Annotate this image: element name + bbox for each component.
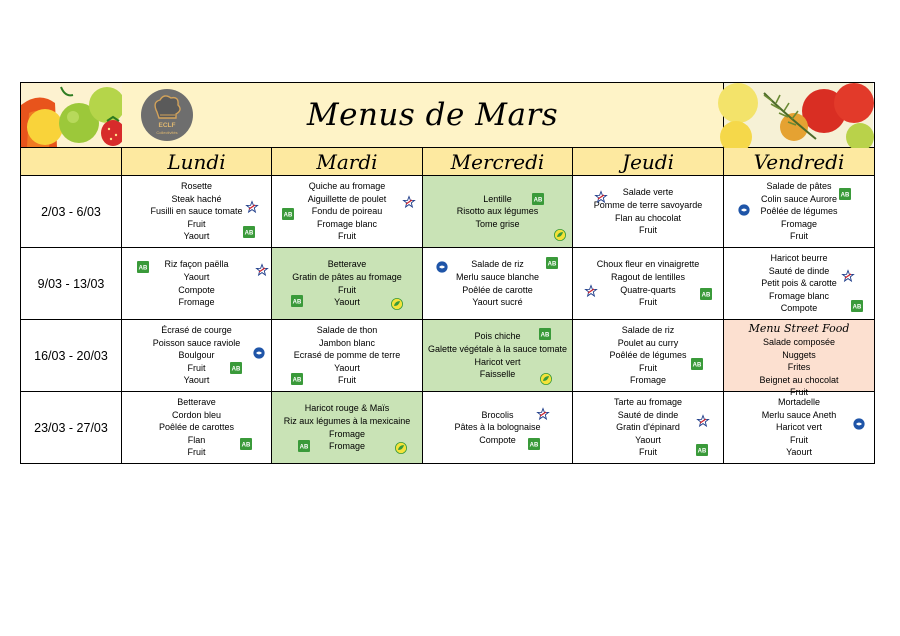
day-header: Mardi	[272, 148, 423, 176]
label-rouge-icon	[585, 285, 597, 297]
menu-cell: Lentille Risotto aux légumes Tome grise AB	[423, 176, 573, 248]
menu-cell: Mortadelle Merlu sauce Aneth Haricot vert Fruit Yaourt	[724, 392, 875, 464]
ab-organic-icon	[532, 193, 544, 205]
svg-text:AB: AB	[697, 448, 707, 455]
msc-fish-icon	[253, 347, 265, 359]
ab-organic-icon	[282, 208, 294, 220]
week-label: 2/03 - 6/03	[21, 176, 122, 248]
ab-organic-icon	[291, 295, 303, 307]
svg-text:AB: AB	[299, 444, 309, 451]
leaf-icon	[391, 298, 403, 310]
svg-text:AB: AB	[138, 265, 148, 272]
ab-organic-icon	[137, 261, 149, 273]
ab-organic-icon	[230, 362, 242, 374]
week-label: 16/03 - 20/03	[21, 320, 122, 392]
ab-organic-icon	[240, 438, 252, 450]
table-row	[21, 248, 875, 320]
week-label: 23/03 - 27/03	[21, 392, 122, 464]
ab-organic-icon	[298, 440, 310, 452]
leaf-icon	[395, 442, 407, 454]
menu-cell-street-food: Menu Street Food Salade composée Nuggets Frites Beignet au chocolat Fruit	[724, 320, 875, 392]
ab-organic-icon	[528, 438, 540, 450]
svg-text:AB: AB	[529, 442, 539, 449]
ab-organic-icon	[696, 444, 708, 456]
svg-text:AB: AB	[292, 377, 302, 384]
menu-cell: Salade de thon Jambon blanc Ecrasé de pomme de terre Yaourt Fruit AB	[272, 320, 423, 392]
menu-cell: Pois chiche Galette végétale à la sauce tomate Haricot vert Faisselle AB	[423, 320, 573, 392]
eclf-logo	[138, 88, 196, 142]
ab-organic-icon	[539, 328, 551, 340]
leaf-icon	[540, 373, 552, 385]
menu-cell: Quiche au fromage Aiguillette de poulet Fondu de poireau Fromage blanc Fruit AB	[272, 176, 423, 248]
street-food-heading: Menu Street Food	[748, 322, 850, 335]
fruit-image-left	[21, 83, 122, 148]
leaf-icon	[554, 229, 566, 241]
msc-fish-icon	[853, 418, 865, 430]
menu-cell: Salade de pâtes Colin sauce Aurore Poêlée de légumes Fromage Fruit AB	[724, 176, 875, 248]
menu-table	[20, 82, 875, 464]
msc-fish-icon	[436, 261, 448, 273]
svg-text:AB: AB	[283, 212, 293, 219]
ab-organic-icon	[839, 188, 851, 200]
ab-organic-icon	[291, 373, 303, 385]
day-header: Jeudi	[573, 148, 724, 176]
ab-organic-icon	[243, 226, 255, 238]
ab-organic-icon	[691, 358, 703, 370]
menu-cell: Salade de riz Poulet au curry Poêlée de légumes Fruit Fromage AB	[573, 320, 724, 392]
menu-cell: Écrasé de courge Poisson sauce raviole Boulgour Fruit Yaourt AB	[122, 320, 272, 392]
menu-cell: Riz façon paëlla Yaourt Compote Fromage AB	[122, 248, 272, 320]
msc-fish-icon	[738, 204, 750, 216]
menu-cell: Rosette Steak haché Fusilli en sauce tomate Fruit Yaourt AB	[122, 176, 272, 248]
menu-cell: Choux fleur en vinaigrette Ragout de lentilles Quatre-quarts Fruit AB	[573, 248, 724, 320]
menu-cell: Salade verte Pomme de terre savoyarde Flan au chocolat Fruit	[573, 176, 724, 248]
svg-text:AB: AB	[852, 304, 862, 311]
menu-cell: Tarte au fromage Sauté de dinde Gratin d'épinard Yaourt Fruit AB	[573, 392, 724, 464]
label-rouge-icon	[697, 415, 709, 427]
svg-text:AB: AB	[540, 332, 550, 339]
menu-sheet	[20, 82, 874, 466]
svg-text:ECLF: ECLF	[158, 122, 176, 129]
label-rouge-icon	[256, 264, 268, 276]
svg-text:AB: AB	[692, 362, 702, 369]
table-row	[21, 320, 875, 392]
label-rouge-icon	[403, 196, 415, 208]
menu-cell: Haricot beurre Sauté de dinde Petit pois & carotte Fromage blanc Compote AB	[724, 248, 875, 320]
svg-text:AB: AB	[547, 261, 557, 268]
svg-text:AB: AB	[292, 299, 302, 306]
page-title: Menus de Mars	[306, 97, 559, 133]
label-rouge-icon	[595, 191, 607, 203]
day-header: Vendredi	[724, 148, 875, 176]
label-rouge-icon	[246, 201, 258, 213]
svg-text:AB: AB	[241, 442, 251, 449]
svg-text:AB: AB	[701, 292, 711, 299]
label-rouge-icon	[537, 408, 549, 420]
menu-cell: Betterave Cordon bleu Poêlée de carottes Flan Fruit AB	[122, 392, 272, 464]
ab-organic-icon	[546, 257, 558, 269]
week-label: 9/03 - 13/03	[21, 248, 122, 320]
table-row	[21, 176, 875, 248]
menu-cell: Brocolis Pâtes à la bolognaise Compote AB	[423, 392, 573, 464]
svg-text:AB: AB	[231, 366, 241, 373]
menu-cell: Haricot rouge & Maïs Riz aux légumes à la mexicaine Fromage Fromage AB	[272, 392, 423, 464]
svg-text:AB: AB	[533, 197, 543, 204]
title-cell	[122, 83, 724, 148]
day-header: Mercredi	[423, 148, 573, 176]
days-corner	[21, 148, 122, 176]
day-header: Lundi	[122, 148, 272, 176]
fruit-image-right	[724, 83, 875, 148]
label-rouge-icon	[842, 270, 854, 282]
ab-organic-icon	[700, 288, 712, 300]
menu-cell: Salade de riz Merlu sauce blanche Poêlée de carotte Yaourt sucré AB	[423, 248, 573, 320]
ab-organic-icon	[851, 300, 863, 312]
svg-text:AB: AB	[244, 230, 254, 237]
svg-text:AB: AB	[840, 192, 850, 199]
table-row	[21, 392, 875, 464]
menu-cell: Betterave Gratin de pâtes au fromage Fruit Yaourt AB	[272, 248, 423, 320]
svg-text:Collectivités: Collectivités	[156, 130, 178, 135]
